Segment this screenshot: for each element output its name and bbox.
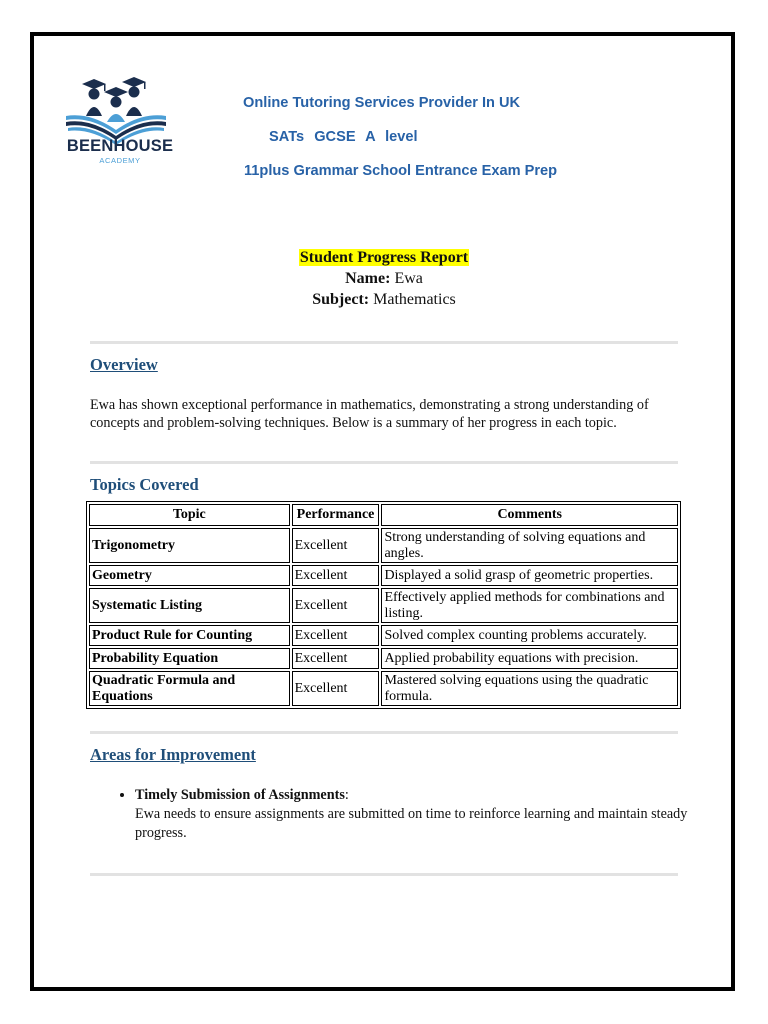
divider [90,461,678,464]
performance-cell: Excellent [292,648,380,669]
topic-cell: Product Rule for Counting [89,625,290,646]
report-title-line [0,249,768,267]
comment-cell: Displayed a solid grasp of geometric properties. [381,565,678,586]
table-header-row [89,504,678,526]
comment-cell: Effectively applied methods for combinations and listing. [381,588,678,623]
logo-wordmark: BEENHOUSE [66,137,174,155]
subject-value: Mathematics [373,291,456,308]
report-title: Student Progress Report [299,249,469,266]
table-row [89,565,678,586]
header-performance: Performance [292,504,380,526]
table-row [89,671,678,706]
student-name-line [0,270,768,288]
improvement-list [112,786,695,843]
topic-cell: Quadratic Formula and Equations [89,671,290,706]
topic-cell: Trigonometry [89,528,290,563]
list-item [135,786,695,843]
overview-text: Ewa has shown exceptional performance in mathematics, demonstrating a strong understanding of concepts and problem-solving techniques. Below is a summary of her progress in each topic. [90,397,649,431]
tagline-exam-prep: 11plus Grammar School Entrance Exam Prep [244,163,558,179]
comment-cell: Solved complex counting problems accurately. [381,625,678,646]
performance-cell: Excellent [292,625,380,646]
table-row [89,588,678,623]
divider [90,873,678,876]
performance-cell: Excellent [292,671,380,706]
comment-cell: Applied probability equations with precision. [381,648,678,669]
header-topic: Topic [89,504,290,526]
tagline-services: Online Tutoring Services Provider In UK [243,95,521,111]
performance-cell: Excellent [292,528,380,563]
divider [90,341,678,344]
topic-cell: Probability Equation [89,648,290,669]
topic-cell: Geometry [89,565,290,586]
divider [90,731,678,734]
topics-heading: Topics Covered [90,475,199,494]
improvement-item-text: Ewa needs to ensure assignments are submitted on time to reinforce learning and maintain steady progress. [135,806,688,841]
comment-cell: Strong understanding of solving equations and angles. [381,528,678,563]
name-value: Ewa [394,270,423,287]
table-row [89,648,678,669]
logo-subtitle: ACADEMY [99,156,141,165]
improvement-heading: Areas for Improvement [90,745,256,764]
improvement-item-title: Timely Submission of Assignments [135,787,345,803]
subject-line [0,291,768,309]
topic-cell: Systematic Listing [89,588,290,623]
name-label: Name: [345,270,391,287]
table-row [89,528,678,563]
performance-cell: Excellent [292,588,380,623]
performance-cell: Excellent [292,565,380,586]
improvement-item-colon: : [344,787,349,803]
overview-heading: Overview [90,355,158,374]
table-row [89,625,678,646]
header-comments: Comments [381,504,678,526]
tagline-levels: SATs GCSE A level [269,129,418,145]
comment-cell: Mastered solving equations using the quadratic formula. [381,671,678,706]
subject-label: Subject: [312,291,370,308]
topics-table [86,501,681,709]
